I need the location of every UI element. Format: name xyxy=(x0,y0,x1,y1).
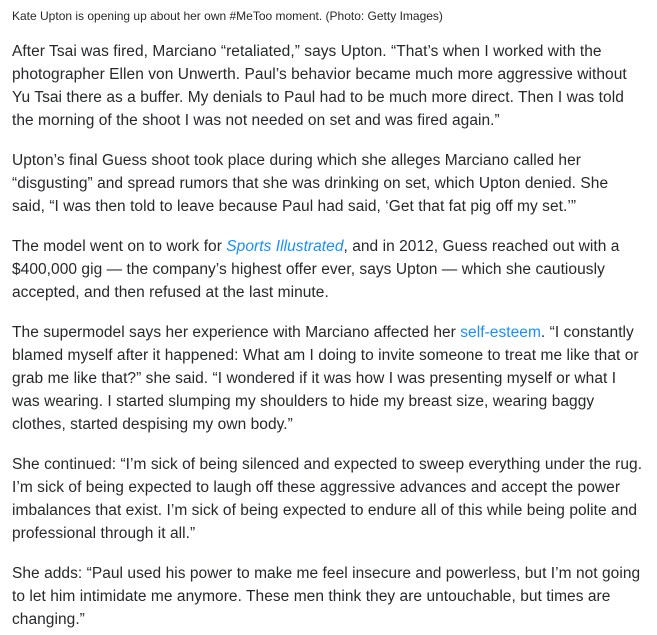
paragraph-3-text-before: The model went on to work for xyxy=(12,238,227,255)
paragraph-4 xyxy=(12,321,645,436)
sports-illustrated-link[interactable]: Sports Illustrated xyxy=(226,238,344,255)
photo-caption: Kate Upton is opening up about her own #MeToo moment. (Photo: Getty Images) xyxy=(12,9,443,23)
paragraph-3-text-after: , and in 2012, Guess reached out with a $400,000 gig — the company’s highest offer ever, says Upton — which she cautiously accepted, and then refused at the last minute. xyxy=(12,238,620,301)
paragraph-3 xyxy=(12,235,645,304)
paragraph-5: She continued: “I’m sick of being silenced and expected to sweep everything under the rug. I’m sick of being expected to laugh off these aggressive advances and accept the power imbalances that exist. I’m sick of being expected to endure all of this while being polite and professional through it all.” xyxy=(12,456,643,542)
self-esteem-link[interactable]: self-esteem xyxy=(460,324,541,341)
paragraph-6: She adds: “Paul used his power to make me feel insecure and powerless, but I’m not going to let him intimidate me anymore. These men think they are untouchable, but times are changing.” xyxy=(12,565,641,628)
paragraph-4-text-before: The supermodel says her experience with Marciano affected her xyxy=(12,324,461,341)
paragraph-2: Upton’s final Guess shoot took place during which she alleges Marciano called her “disgusting” and spread rumors that she was drinking on set, which Upton denied. She said, “I was then told to leave because Paul had said, ‘Get that fat pig off my set.’” xyxy=(12,152,609,215)
paragraph-4-text-after: . “I constantly blamed myself after it happened: What am I doing to invite someone to treat me like that or grab me like that?” she said. “I wondered if it was how I was presenting myself or what I was wearing. I started slumping my shoulders to hide my breast size, wearing baggy clothes, started despising my own body.” xyxy=(12,324,639,433)
paragraph-1: After Tsai was fired, Marciano “retaliated,” says Upton. “That’s when I worked with the photographer Ellen von Unwerth. Paul’s behavior became much more aggressive without Yu Tsai there as a buffer. My denials to Paul had to be much more direct. Then I was told the morning of the shoot I was not needed on set and was fired again.” xyxy=(12,43,627,129)
